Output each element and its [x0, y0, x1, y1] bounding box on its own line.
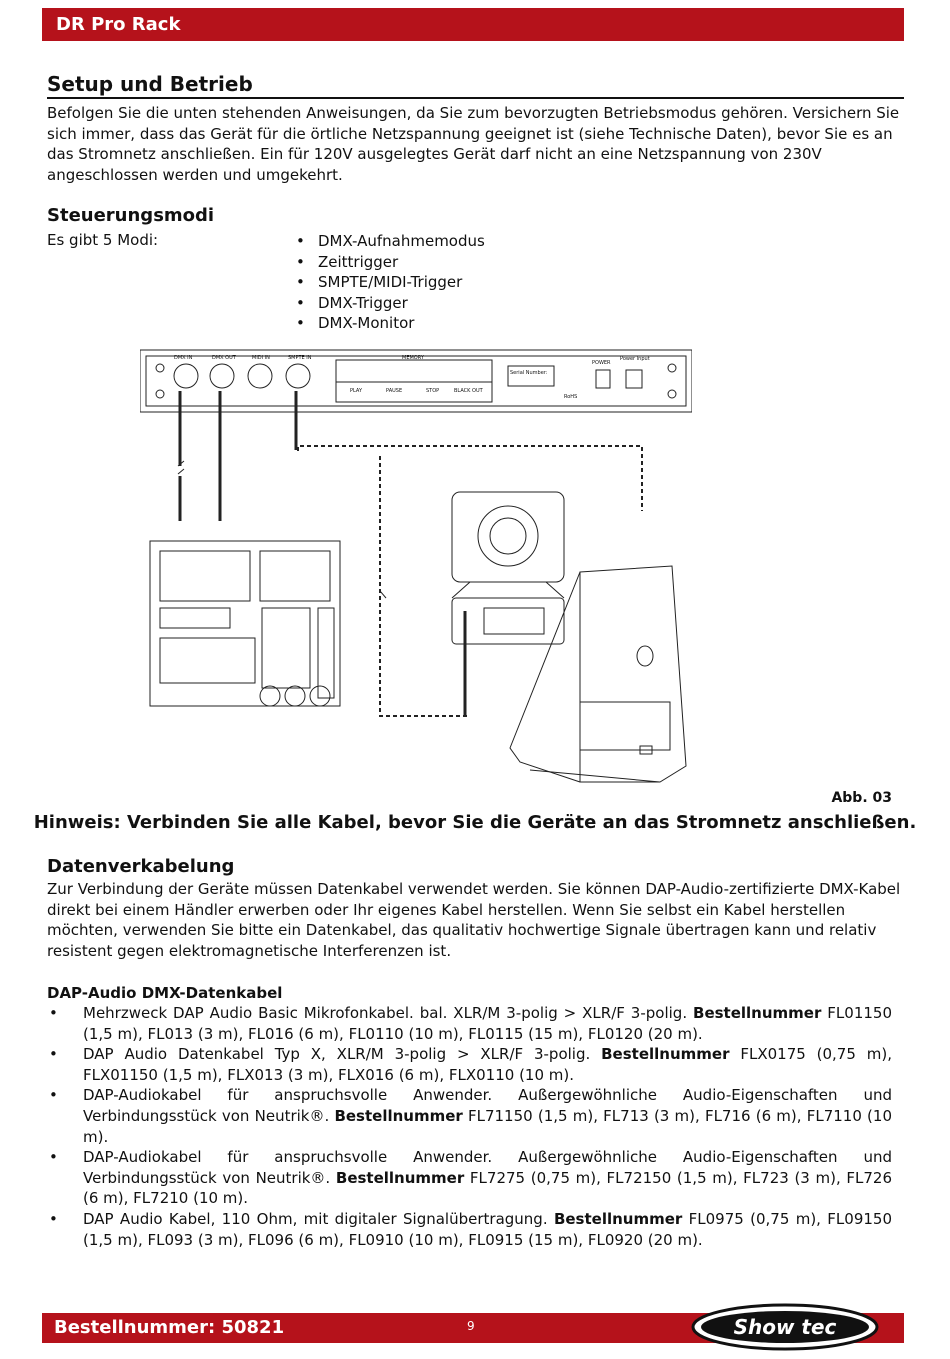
panel-label: STOP [426, 388, 440, 394]
section-title-modes: Steuerungsmodi [47, 205, 215, 226]
section-title-setup: Setup und Betrieb [47, 72, 904, 99]
cable-item: • DAP Audio Kabel, 110 Ohm, mit digitaler Signalübertragung. Bestellnummer FL0975 (0,75 m), FL09150 (1,5 m), FL093 (3 m), FL096 (6 m), FL0910 (10 m), FL0915 (15 m), FL0920 (20 m). [47, 1209, 892, 1250]
mode-item: • SMPTE/MIDI-Trigger [296, 272, 485, 293]
panel-label: DMX IN [174, 355, 193, 361]
mode-item: • Zeittrigger [296, 252, 485, 273]
panel-label: POWER [592, 360, 611, 366]
cable-item: • DAP-Audiokabel für anspruchsvolle Anwender. Außergewöhnliche Audio-Eigenschaften und Verbindungsstück von Neutrik®. Bestellnummer FL7275 (0,75 m), FL72150 (1,5 m), FL723 (3 m), FL726 (6 m), FL7210 (10 m). [47, 1147, 892, 1209]
panel-label: RoHS [564, 394, 578, 400]
panel-label: Serial Number: [510, 370, 548, 376]
mode-item: • DMX-Trigger [296, 293, 485, 314]
panel-label: SMPTE IN [288, 355, 312, 361]
smpte-in-connector [286, 364, 310, 388]
dmx-in-connector [174, 364, 198, 388]
panel-label: MEMORY [402, 355, 424, 361]
mode-item: • DMX-Monitor [296, 313, 485, 334]
cable-subtitle: DAP-Audio DMX-Datenkabel [47, 984, 283, 1002]
figure-caption: Abb. 03 [831, 790, 892, 806]
cable-item: • DAP-Audiokabel für anspruchsvolle Anwender. Außergewöhnliche Audio-Eigenschaften und Verbindungsstück von Neutrik®. Bestellnummer FL71150 (1,5 m), FL713 (3 m), FL716 (6 m), FL7110 (10 m). [47, 1085, 892, 1147]
cable-item: • Mehrzweck DAP Audio Basic Mikrofonkabel. bal. XLR/M 3-polig > XLR/F 3-polig. Bestellnummer FL01150 (1,5 m), FL013 (3 m), FL016 (6 m), FL0110 (10 m), FL0115 (15 m), FL0120 (20 m). [47, 1003, 892, 1044]
power-input [626, 370, 642, 388]
header-bar [42, 8, 904, 41]
svg-text:Show tec: Show tec [733, 1315, 837, 1339]
showtec-logo [690, 1302, 880, 1352]
power-switch [596, 370, 610, 388]
connection-diagram [140, 346, 692, 786]
dmx-out-connector [210, 364, 234, 388]
setup-paragraph: Befolgen Sie die unten stehenden Anweisungen, da Sie zum bevorzugten Betriebsmodus gehören. Versichern Sie sich immer, dass das Gerät für die örtliche Netzspannung geeignet ist (siehe Technische Daten), bevor Sie es an das Stromnetz anschließen. Ein für 120V ausgelegtes Gerät darf nicht an eine Netzspannung von 230V angeschlossen werden und umgekehrt. [47, 104, 900, 184]
page-number: 9 [467, 1319, 475, 1333]
footer-order-number: Bestellnummer: 50821 [54, 1317, 285, 1338]
panel-label: MIDI IN [252, 355, 270, 361]
dmx-console [150, 541, 340, 706]
cable-list [47, 1003, 892, 1250]
section-title-cabling: Datenverkabelung [47, 856, 235, 877]
cable-item: • DAP Audio Datenkabel Typ X, XLR/M 3-polig > XLR/F 3-polig. Bestellnummer FLX0175 (0,75 m), FLX01150 (1,5 m), FLX013 (3 m), FLX016 (6 m), FLX0110 (10 m). [47, 1044, 892, 1085]
moving-head-fixture [452, 492, 564, 644]
midi-in-connector [248, 364, 272, 388]
note-warning: Hinweis: Verbinden Sie alle Kabel, bevor Sie die Geräte an das Stromnetz anschließen. [33, 812, 917, 833]
modes-label: Es gibt 5 Modi: [47, 231, 159, 249]
modes-list [296, 231, 485, 334]
panel-label: BLACK OUT [454, 388, 483, 394]
serial-number-field [508, 366, 554, 386]
panel-label: DMX OUT [212, 355, 236, 361]
cabling-paragraph: Zur Verbindung der Geräte müssen Datenkabel verwendet werden. Sie können DAP-Audio-zertifizierte DMX-Kabel direkt bei einem Händler erwerben oder Ihr eigenes Kabel herstellen. Wenn Sie selbst ein Kabel herstellen möchten, verwenden Sie bitte ein Datenkabel, das qualitativ hochwertige Signale übertragen kann und relativ resistent gegen elektromagnetische Interferenzen ist. [47, 880, 901, 960]
panel-label: Power Input [620, 356, 650, 362]
mode-item: • DMX-Aufnahmemodus [296, 231, 485, 252]
panel-label: PAUSE [386, 388, 403, 394]
header-title: DR Pro Rack [56, 14, 181, 35]
panel-label: PLAY [350, 388, 363, 394]
